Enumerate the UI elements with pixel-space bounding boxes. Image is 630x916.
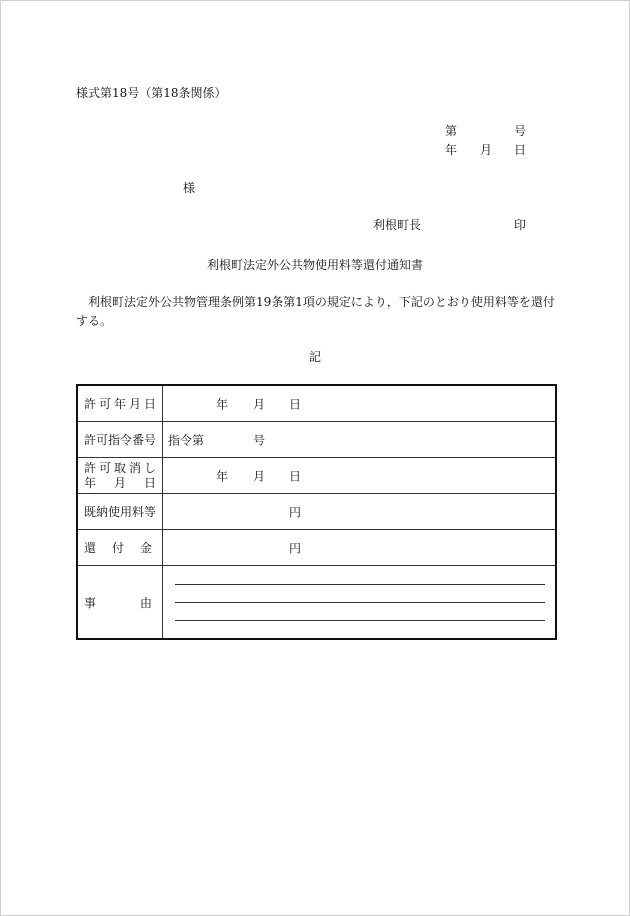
cancel-label-char: 消 (128, 460, 141, 475)
reason-label-char: 事 (84, 595, 97, 610)
refund-label-char: 金 (139, 541, 152, 555)
permit-date-label-char: 許 (84, 397, 97, 411)
issuer-name: 利根町長 (373, 218, 422, 232)
document-title: 利根町法定外公共物使用料等還付通知書 (206, 258, 423, 272)
permit-number-suffix: 号 (253, 433, 266, 447)
refund-yen: 円 (289, 541, 302, 555)
refund-value (163, 530, 557, 566)
table-row-paid-fee (77, 494, 556, 530)
permit-date-label-char: 年 (113, 397, 126, 411)
form-number: 様式第18号（第18条関係） (76, 86, 227, 100)
table-row-cancel-date (77, 458, 556, 494)
permit-number-value (163, 422, 557, 458)
permit-date-label (77, 385, 163, 422)
reason-label (77, 566, 163, 640)
table-row-refund (77, 530, 556, 566)
cancel-label-char: 可 (98, 460, 111, 475)
body-line-2: する。 (76, 314, 113, 328)
body-line-1: 利根町法定外公共物管理条例第19条第1項の規定により，下記のとおり使用料等を還付 (76, 295, 555, 309)
reason-writing-line (175, 602, 545, 603)
cancel-label-char: し (143, 460, 156, 475)
cancel-date-day: 日 (289, 469, 302, 483)
cancel-label-char: 許 (84, 460, 97, 475)
reason-label-char: 由 (139, 595, 152, 610)
permit-date-label-char: 月 (128, 397, 141, 411)
permit-date-day: 日 (289, 397, 302, 411)
table-row-reason (77, 566, 556, 640)
addressee-suffix: 様 (183, 181, 196, 195)
refund-label-char: 付 (111, 541, 124, 555)
permit-date-month: 月 (253, 397, 266, 411)
permit-date-year: 年 (216, 397, 229, 411)
table-row-permit-number (77, 422, 556, 458)
permit-number-prefix: 指令第 (168, 433, 205, 447)
refund-label-char: 還 (84, 541, 97, 555)
paid-fee-value (163, 494, 557, 530)
seal-mark: 印 (514, 218, 527, 232)
permit-date-label-char: 可 (98, 397, 111, 411)
permit-date-value (163, 385, 557, 422)
reason-writing-line (175, 620, 545, 621)
cancel-label-char: 月 (113, 475, 126, 490)
refund-details-table (76, 384, 557, 640)
paid-fee-label: 既納使用料等 (77, 494, 163, 530)
table-row-permit-date (77, 385, 556, 422)
refund-label (77, 530, 163, 566)
cancel-label-char: 取 (113, 460, 126, 475)
cancel-date-year: 年 (216, 469, 229, 483)
permit-number-label: 許可指令番号 (77, 422, 163, 458)
document-number-suffix: 号 (514, 124, 527, 138)
header-date-year: 年 (445, 143, 458, 157)
header-date-month: 月 (480, 143, 493, 157)
cancel-date-value (163, 458, 557, 494)
header-date-day: 日 (514, 143, 527, 157)
document-number-prefix: 第 (445, 124, 458, 138)
cancel-label-char: 日 (143, 475, 156, 490)
cancel-date-label (77, 458, 163, 494)
reason-writing-line (175, 584, 545, 585)
reason-value (163, 566, 557, 640)
ki-note-heading: 記 (308, 350, 321, 364)
cancel-label-char: 年 (84, 475, 97, 490)
permit-date-label-char: 日 (143, 397, 156, 411)
paid-fee-yen: 円 (289, 505, 302, 519)
cancel-date-month: 月 (253, 469, 266, 483)
